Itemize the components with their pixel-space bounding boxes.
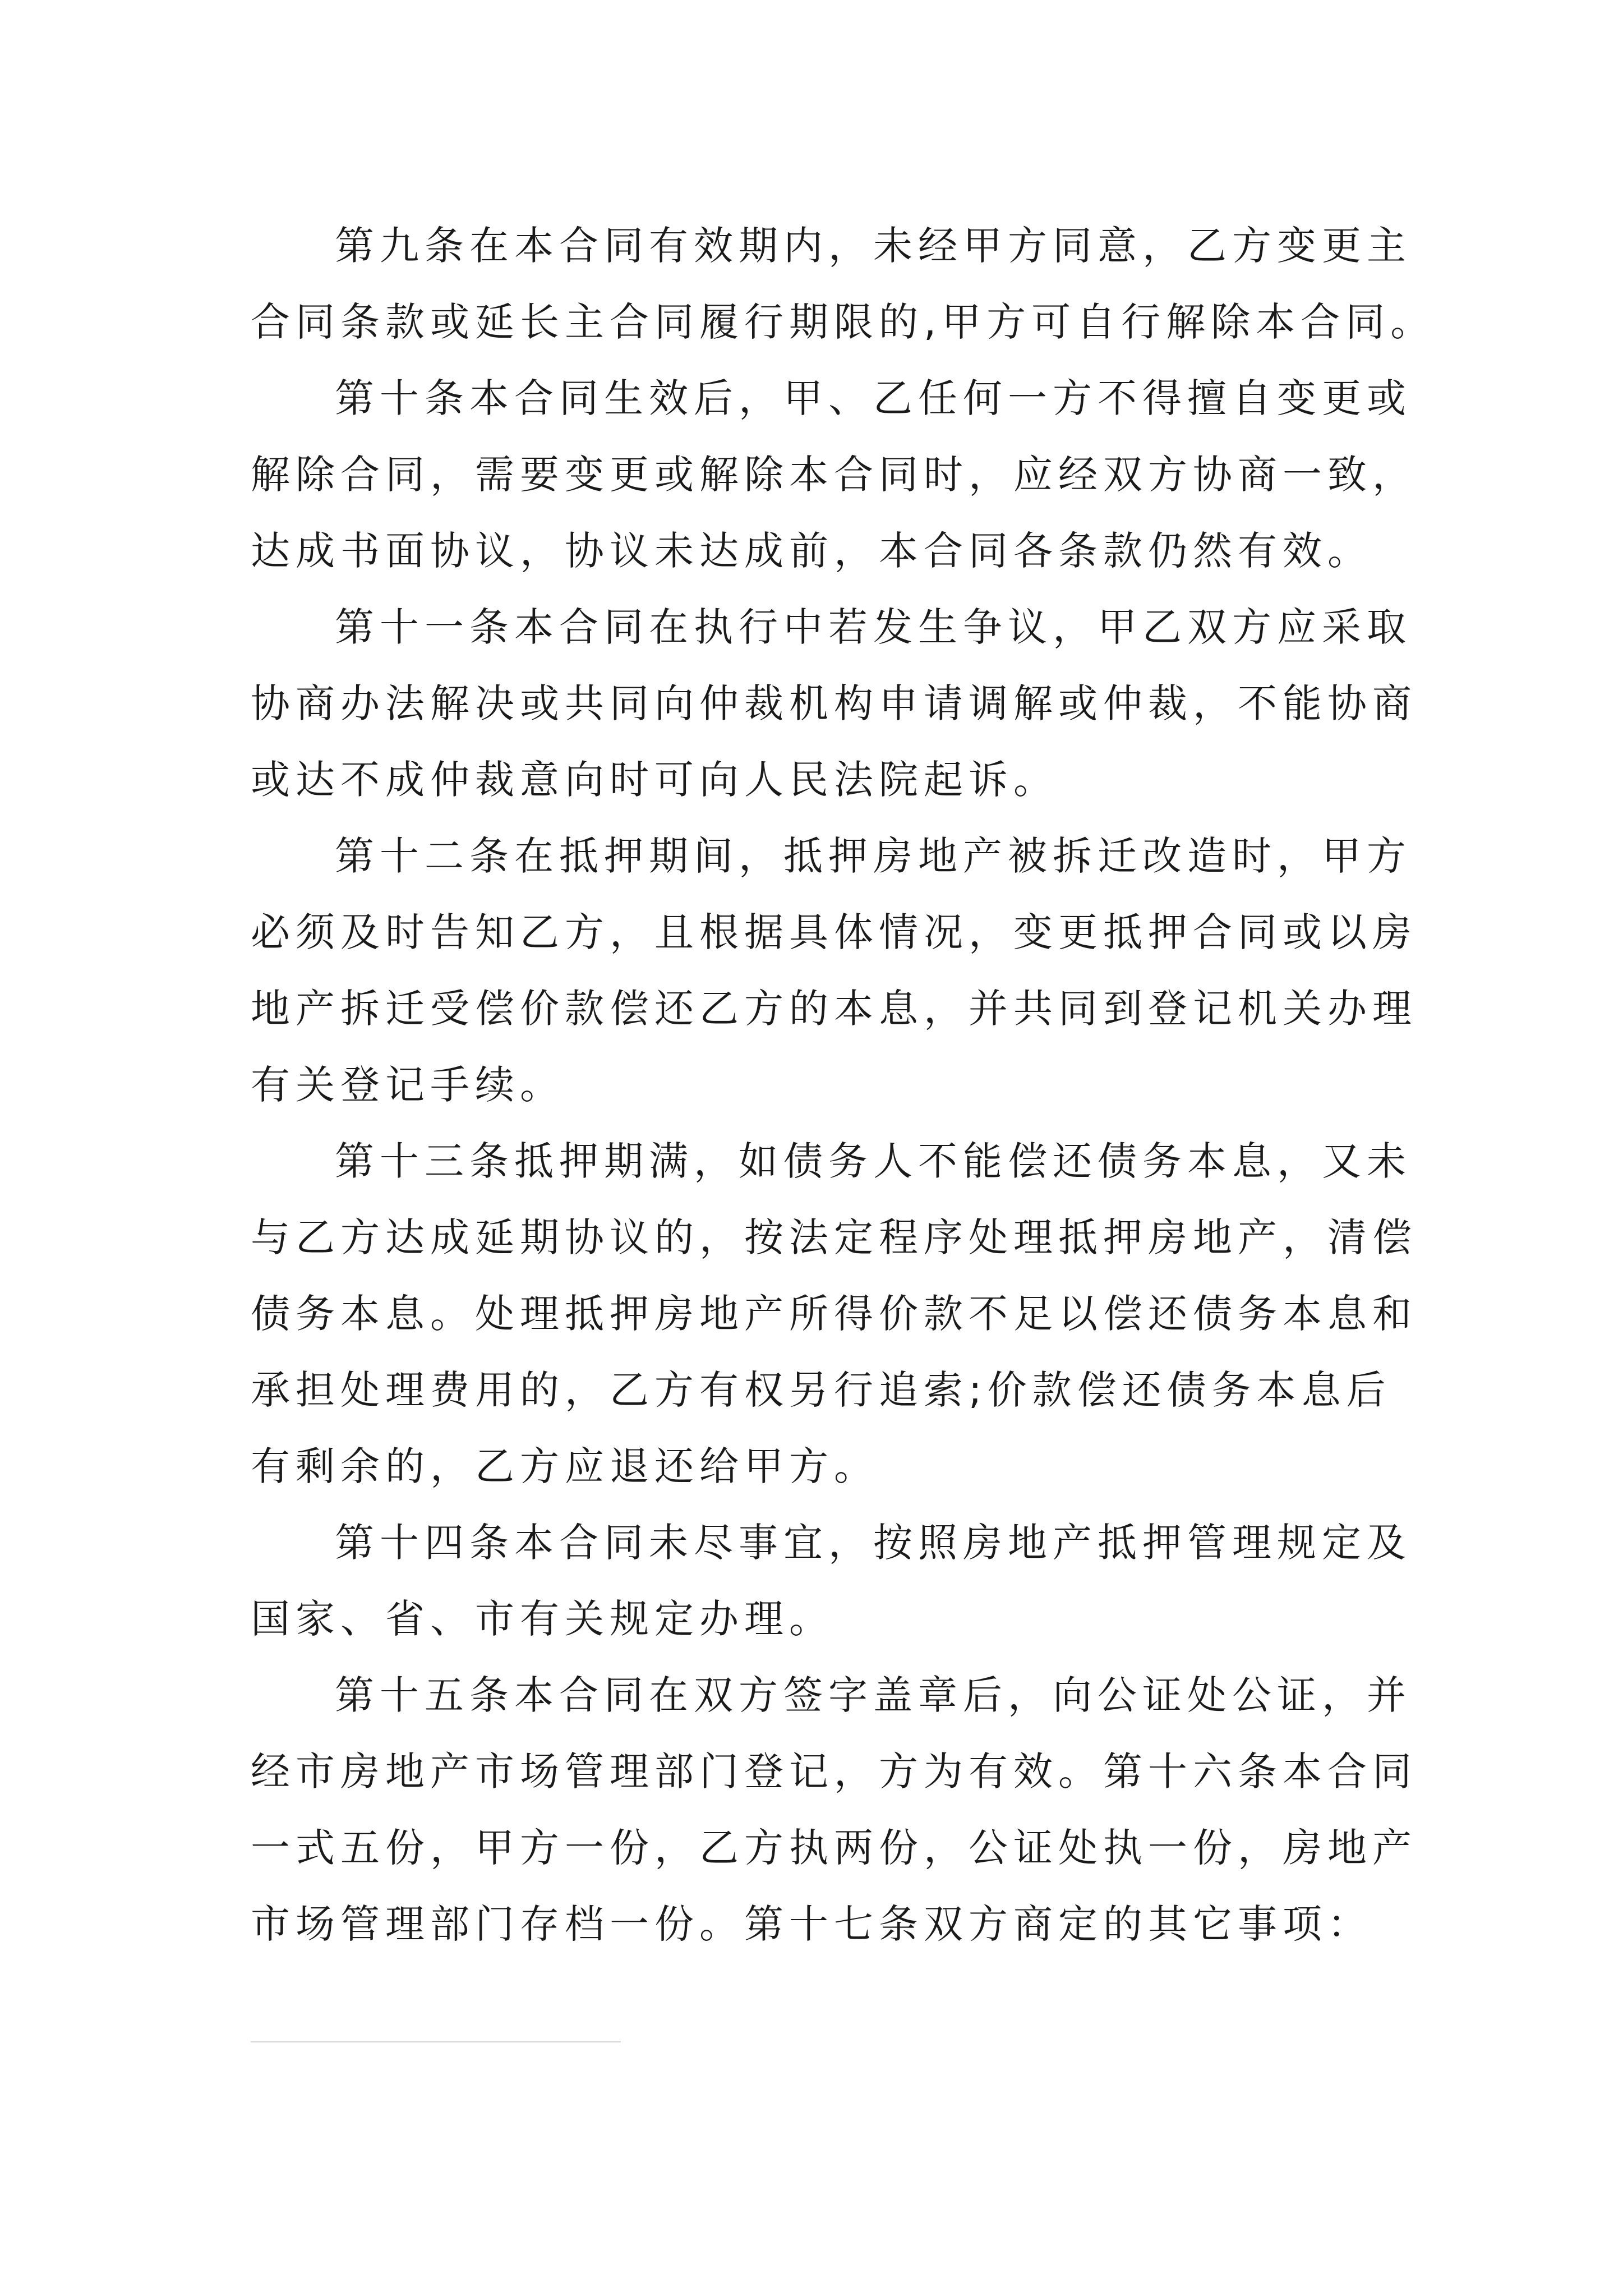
paragraph-first-line: 第十条本合同生效后，甲、乙任何一方不得擅自变更或 — [335, 375, 1412, 421]
paragraph-first-line: 第十二条在抵押期间，抵押房地产被拆迁改造时，甲方 — [335, 833, 1412, 879]
paragraph-line: 市场管理部门存档一份。第十七条双方商定的其它事项： — [251, 1901, 1372, 1947]
paragraph-line: 经市房地产市场管理部门登记，方为有效。第十六条本合同 — [251, 1749, 1417, 1795]
paragraph-line: 承担处理费用的，乙方有权另行追索;价款偿还债务本息后 — [251, 1367, 1391, 1413]
paragraph-first-line: 第十三条抵押期满，如债务人不能偿还债务本息，又未 — [335, 1138, 1412, 1184]
paragraph-line: 解除合同，需要变更或解除本合同时，应经双方协商一致， — [251, 452, 1417, 498]
paragraph-line: 与乙方达成延期协议的，按法定程序处理抵押房地产，清偿 — [251, 1214, 1417, 1260]
paragraph-line: 或达不成仲裁意向时可向人民法院起诉。 — [251, 757, 1058, 803]
paragraph-line: 必须及时告知乙方，且根据具体情况，变更抵押合同或以房 — [251, 909, 1417, 955]
paragraph-line: 地产拆迁受偿价款偿还乙方的本息，并共同到登记机关办理 — [251, 986, 1417, 1032]
paragraph-line: 债务本息。处理抵押房地产所得价款不足以偿还债务本息和 — [251, 1291, 1417, 1337]
paragraph-first-line: 第九条在本合同有效期内，未经甲方同意，乙方变更主 — [335, 223, 1412, 269]
paragraph-first-line: 第十一条本合同在执行中若发生争议，甲乙双方应采取 — [335, 604, 1412, 650]
paragraph-line: 合同条款或延长主合同履行期限的,甲方可自行解除本合同。 — [251, 299, 1436, 345]
paragraph-first-line: 第十五条本合同在双方签字盖章后，向公证处公证，并 — [335, 1672, 1412, 1718]
paragraph-line: 有剩余的，乙方应退还给甲方。 — [251, 1443, 879, 1489]
contract-body-text — [251, 208, 1436, 1962]
paragraph-first-line: 第十四条本合同未尽事宜，按照房地产抵押管理规定及 — [335, 1520, 1412, 1566]
paragraph-line: 一式五份，甲方一份，乙方执两份，公证处执一份，房地产 — [251, 1825, 1417, 1871]
paragraph-line: 有关登记手续。 — [251, 1062, 565, 1108]
paragraph-line: 国家、省、市有关规定办理。 — [251, 1596, 834, 1642]
footnote-divider — [251, 2041, 621, 2042]
paragraph-line: 达成书面协议，协议未达成前，本合同各条款仍然有效。 — [251, 528, 1372, 574]
paragraph-line: 协商办法解决或共同向仲裁机构申请调解或仲裁，不能协商 — [251, 680, 1417, 726]
